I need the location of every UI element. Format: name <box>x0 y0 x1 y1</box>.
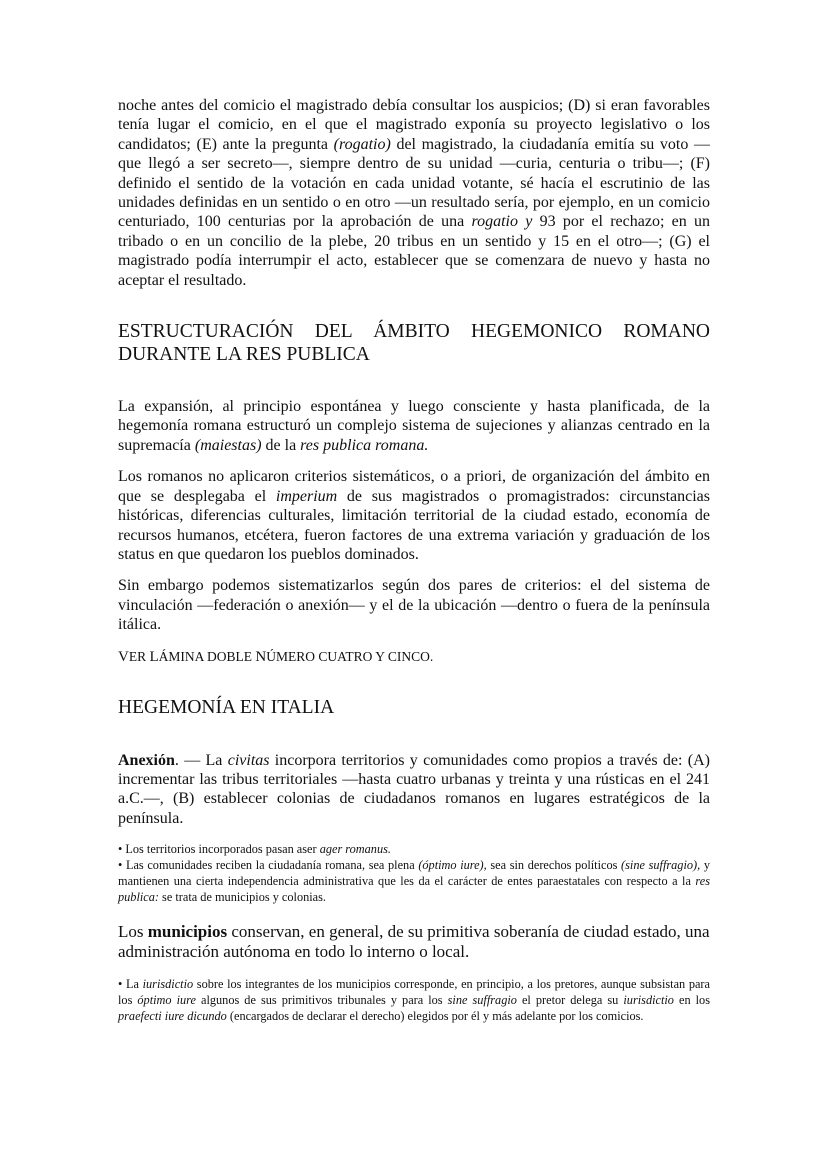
document-page <box>118 96 710 1024</box>
paragraph-sistematizacion: Sin embargo podemos sistematizarlos según dos pares de criterios: el del sistema de vinculación —federación o anexión— y el de la ubicación —dentro o fuera de la península itálica. <box>118 577 710 634</box>
list-item: • Las comunidades reciben la ciudadanía romana, sea plena (óptimo iure), sea sin derechos políticos (sine suffragio), y mantienen una cierta independencia administrativa que les da el carácter de entes paraestatales con respecto a la res publica: se trata de municipios y colonias. <box>118 858 710 905</box>
paragraph-expansion: La expansión, al principio espontánea y luego consciente y hasta planificada, de la hegemonía romana estructuró un complejo sistema de sujeciones y alianzas centrado en la supremacía (maiestas) de la res publica romana. <box>118 398 710 454</box>
paragraph-anexion: Anexión. — La civitas incorpora territorios y comunidades como propios a través de: (A) incrementar las tribus territoriales —hasta cuatro urbanas y treinta y una rústicas en el 241 a.C.—, (B) establecer colonias de ciudadanos romanos en lugares estratégicos de la península. <box>118 751 711 827</box>
plate-reference: VER LÁMINA DOBLE NÚMERO CUATRO Y CINCO. <box>118 648 434 665</box>
list-item: • Los territorios incorporados pasan aser ager romanus. <box>118 842 391 857</box>
bullet-list-anexion <box>118 841 710 905</box>
paragraph-comicio-procedure: noche antes del comicio el magistrado debía consultar los auspicios; (D) si eran favorables tenía lugar el comicio, en el que el magistrado exponía su proyecto legislativo o los candidatos; (E) ante la pregunta (rogatio) del magistrado, la ciudadanía emitía su voto —que llegó a ser secreto—, siempre dentro de su unidad —curia, centuria o tribu—; (F) definido el sentido de la votación en cada unidad votante, sé hacía el escrutinio de las unidades definidas en un sentido o en otro —un resultado sería, por ejemplo, en un comicio centuriado, 100 centurias por la aprobación de una rogatio y 93 por el rechazo; en un tribado o en un concilio de la plebe, 20 tribus en un sentido y 15 en el otro—; (G) el magistrado podía interrumpir el acto, establecer que se comenzara de nuevo y hasta no aceptar el resultado. <box>118 97 711 289</box>
paragraph-municipios: Los municipios conservan, en general, de su primitiva soberanía de ciudad estado, una administración autónoma en todo lo interno o local. <box>118 922 710 962</box>
paragraph-criterios: Los romanos no aplicaron criterios sistemáticos, o a priori, de organización del ámbito en que se desplegaba el imperium de sus magistrados o promagistrados: circunstancias históricas, diferencias culturales, limitación territorial de la ciudad estado, economía de recursos humanos, etcétera, fueron factores de una extrema variación y graduación de los status en que quedaron los pueblos dominados. <box>118 468 711 563</box>
section-heading-hegemonia-italia: HEGEMONÍA EN ITALIA <box>118 696 335 718</box>
section-heading-estructuracion: ESTRUCTURACIÓN DEL ÁMBITO HEGEMONICO ROMANO DURANTE LA RES PUBLICA <box>118 321 710 366</box>
bullet-iurisdictio: • La iurisdictio sobre los integrantes de los municipios corresponde, en principio, a los pretores, aunque subsistan para los óptimo iure algunos de sus primitivos tribunales y para los sine suffragio el pretor delega su iurisdictio en los praefecti iure dicundo (encargados de declarar el derecho) elegidos por él y más adelante por los comicios. <box>118 977 710 1024</box>
